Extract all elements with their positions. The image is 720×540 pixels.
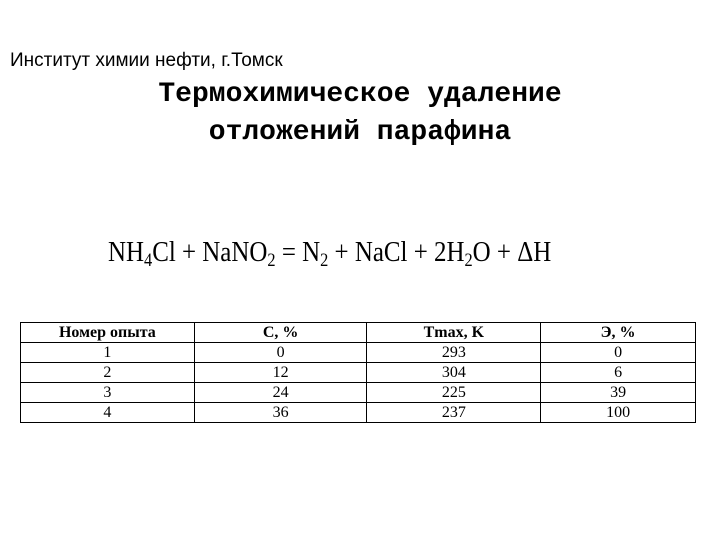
equation-subscript: 2 xyxy=(267,250,276,271)
title-line-2: отложений парафина xyxy=(208,117,512,148)
table-row xyxy=(21,383,696,403)
equation-part: NH xyxy=(108,236,145,268)
header-max-temperature: Tmax, K xyxy=(367,323,541,343)
title-line-1: Термохимическое удаление xyxy=(158,79,562,110)
equation-subscript: 2 xyxy=(320,250,329,271)
table-cell: 304 xyxy=(367,363,541,383)
table-cell: 100 xyxy=(541,403,696,423)
table-cell: 225 xyxy=(367,383,541,403)
equation-part: O + ΔH xyxy=(472,236,552,268)
table-cell: 0 xyxy=(541,343,696,363)
table-header-row xyxy=(21,323,696,343)
table-cell: 3 xyxy=(21,383,195,403)
equation-part: = N xyxy=(275,236,321,268)
header-experiment-number: Номер опыта xyxy=(21,323,195,343)
table-cell: 0 xyxy=(194,343,367,363)
header-concentration: C, % xyxy=(194,323,367,343)
header-efficiency: Э, % xyxy=(541,323,696,343)
equation-part: Cl + NaNO xyxy=(152,236,268,268)
reaction-equation xyxy=(108,236,551,272)
table-cell: 39 xyxy=(541,383,696,403)
institute-label: Институт химии нефти, г.Томск xyxy=(10,50,283,71)
table-cell: 2 xyxy=(21,363,195,383)
slide-title xyxy=(0,76,720,152)
equation-part: + NaCl + 2H xyxy=(328,236,465,268)
table-cell: 6 xyxy=(541,363,696,383)
table-cell: 4 xyxy=(21,403,195,423)
table-cell: 12 xyxy=(194,363,367,383)
table-cell: 1 xyxy=(21,343,195,363)
table-row xyxy=(21,363,696,383)
table-cell: 293 xyxy=(367,343,541,363)
table-row xyxy=(21,343,696,363)
table-row xyxy=(21,403,696,423)
equation-subscript: 2 xyxy=(464,250,473,271)
table-cell: 237 xyxy=(367,403,541,423)
table-cell: 36 xyxy=(194,403,367,423)
table-cell: 24 xyxy=(194,383,367,403)
experiment-table xyxy=(20,322,696,423)
equation-subscript: 4 xyxy=(144,250,153,271)
